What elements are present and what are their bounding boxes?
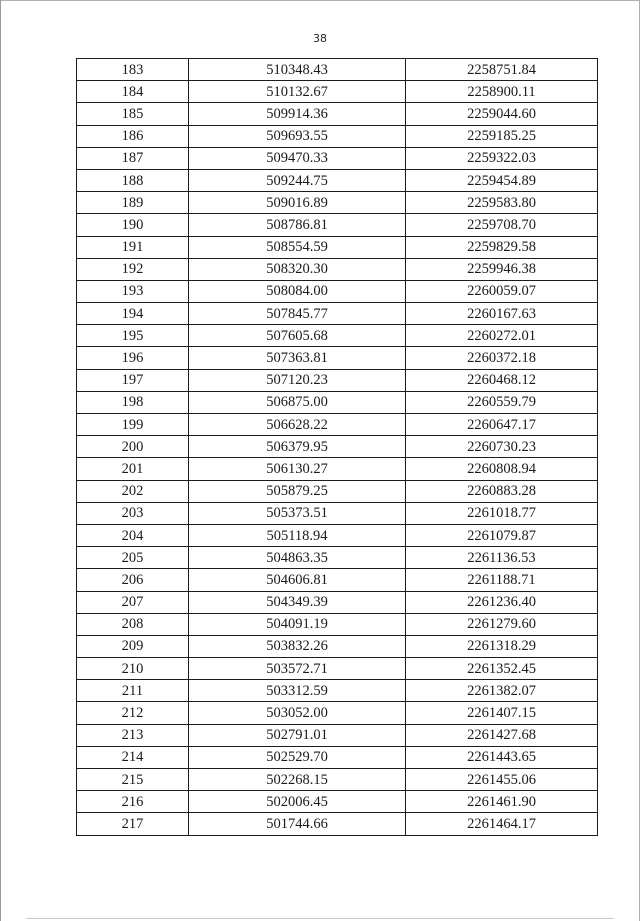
y-coordinate-cell: 2261461.90 xyxy=(406,791,598,813)
point-number-cell: 201 xyxy=(77,458,189,480)
y-coordinate-cell: 2261455.06 xyxy=(406,769,598,791)
table-row xyxy=(77,436,598,458)
page-number: 38 xyxy=(313,32,327,45)
x-coordinate-cell: 509914.36 xyxy=(189,103,406,125)
point-number-cell: 215 xyxy=(77,769,189,791)
table-row xyxy=(77,169,598,191)
x-coordinate-cell: 503052.00 xyxy=(189,702,406,724)
point-number-cell: 192 xyxy=(77,258,189,280)
point-number-cell: 186 xyxy=(77,125,189,147)
point-number-cell: 189 xyxy=(77,192,189,214)
point-number-cell: 196 xyxy=(77,347,189,369)
point-number-cell: 183 xyxy=(77,59,189,81)
y-coordinate-cell: 2260059.07 xyxy=(406,280,598,302)
table-row xyxy=(77,414,598,436)
point-number-cell: 190 xyxy=(77,214,189,236)
table-row xyxy=(77,569,598,591)
x-coordinate-cell: 507605.68 xyxy=(189,325,406,347)
y-coordinate-cell: 2260559.79 xyxy=(406,391,598,413)
y-coordinate-cell: 2259185.25 xyxy=(406,125,598,147)
table-row xyxy=(77,702,598,724)
table-row xyxy=(77,303,598,325)
y-coordinate-cell: 2261464.17 xyxy=(406,813,598,835)
table-row xyxy=(77,458,598,480)
x-coordinate-cell: 504606.81 xyxy=(189,569,406,591)
x-coordinate-cell: 509244.75 xyxy=(189,169,406,191)
table-row xyxy=(77,347,598,369)
y-coordinate-cell: 2260468.12 xyxy=(406,369,598,391)
y-coordinate-cell: 2260808.94 xyxy=(406,458,598,480)
y-coordinate-cell: 2260730.23 xyxy=(406,436,598,458)
point-number-cell: 191 xyxy=(77,236,189,258)
point-number-cell: 199 xyxy=(77,414,189,436)
x-coordinate-cell: 508786.81 xyxy=(189,214,406,236)
table-row xyxy=(77,680,598,702)
table-row xyxy=(77,524,598,546)
point-number-cell: 195 xyxy=(77,325,189,347)
x-coordinate-cell: 501744.66 xyxy=(189,813,406,835)
y-coordinate-cell: 2259454.89 xyxy=(406,169,598,191)
y-coordinate-cell: 2259322.03 xyxy=(406,147,598,169)
x-coordinate-cell: 506130.27 xyxy=(189,458,406,480)
point-number-cell: 185 xyxy=(77,103,189,125)
y-coordinate-cell: 2260167.63 xyxy=(406,303,598,325)
table-row xyxy=(77,258,598,280)
point-number-cell: 207 xyxy=(77,591,189,613)
y-coordinate-cell: 2259946.38 xyxy=(406,258,598,280)
point-number-cell: 211 xyxy=(77,680,189,702)
y-coordinate-cell: 2261018.77 xyxy=(406,502,598,524)
x-coordinate-cell: 505373.51 xyxy=(189,502,406,524)
y-coordinate-cell: 2258751.84 xyxy=(406,59,598,81)
table-row xyxy=(77,746,598,768)
point-number-cell: 206 xyxy=(77,569,189,591)
table-row xyxy=(77,369,598,391)
table-row xyxy=(77,59,598,81)
table-row xyxy=(77,658,598,680)
point-number-cell: 214 xyxy=(77,746,189,768)
x-coordinate-cell: 508084.00 xyxy=(189,280,406,302)
table-row xyxy=(77,613,598,635)
y-coordinate-cell: 2259829.58 xyxy=(406,236,598,258)
point-number-cell: 200 xyxy=(77,436,189,458)
page-edge-left xyxy=(0,0,1,921)
x-coordinate-cell: 509470.33 xyxy=(189,147,406,169)
x-coordinate-cell: 509693.55 xyxy=(189,125,406,147)
x-coordinate-cell: 504091.19 xyxy=(189,613,406,635)
coordinate-table xyxy=(76,58,598,836)
x-coordinate-cell: 505879.25 xyxy=(189,480,406,502)
y-coordinate-cell: 2260372.18 xyxy=(406,347,598,369)
point-number-cell: 202 xyxy=(77,480,189,502)
table-row xyxy=(77,214,598,236)
point-number-cell: 210 xyxy=(77,658,189,680)
point-number-cell: 205 xyxy=(77,547,189,569)
point-number-cell: 193 xyxy=(77,280,189,302)
y-coordinate-cell: 2261318.29 xyxy=(406,635,598,657)
x-coordinate-cell: 506628.22 xyxy=(189,414,406,436)
table-row xyxy=(77,147,598,169)
y-coordinate-cell: 2261382.07 xyxy=(406,680,598,702)
point-number-cell: 188 xyxy=(77,169,189,191)
point-number-cell: 204 xyxy=(77,524,189,546)
y-coordinate-cell: 2259044.60 xyxy=(406,103,598,125)
x-coordinate-cell: 504349.39 xyxy=(189,591,406,613)
table-row xyxy=(77,391,598,413)
point-number-cell: 217 xyxy=(77,813,189,835)
table-row xyxy=(77,125,598,147)
x-coordinate-cell: 502006.45 xyxy=(189,791,406,813)
x-coordinate-cell: 503572.71 xyxy=(189,658,406,680)
x-coordinate-cell: 504863.35 xyxy=(189,547,406,569)
y-coordinate-cell: 2260272.01 xyxy=(406,325,598,347)
page-edge-top xyxy=(0,0,640,1)
point-number-cell: 212 xyxy=(77,702,189,724)
y-coordinate-cell: 2261443.65 xyxy=(406,746,598,768)
y-coordinate-cell: 2261279.60 xyxy=(406,613,598,635)
coordinate-table-body xyxy=(77,59,598,836)
y-coordinate-cell: 2261236.40 xyxy=(406,591,598,613)
table-row xyxy=(77,591,598,613)
x-coordinate-cell: 502268.15 xyxy=(189,769,406,791)
y-coordinate-cell: 2261188.71 xyxy=(406,569,598,591)
x-coordinate-cell: 502529.70 xyxy=(189,746,406,768)
table-row xyxy=(77,547,598,569)
x-coordinate-cell: 505118.94 xyxy=(189,524,406,546)
x-coordinate-cell: 507363.81 xyxy=(189,347,406,369)
y-coordinate-cell: 2261136.53 xyxy=(406,547,598,569)
table-row xyxy=(77,103,598,125)
y-coordinate-cell: 2258900.11 xyxy=(406,81,598,103)
y-coordinate-cell: 2261427.68 xyxy=(406,724,598,746)
x-coordinate-cell: 507845.77 xyxy=(189,303,406,325)
x-coordinate-cell: 503312.59 xyxy=(189,680,406,702)
y-coordinate-cell: 2260647.17 xyxy=(406,414,598,436)
x-coordinate-cell: 508554.59 xyxy=(189,236,406,258)
table-row xyxy=(77,236,598,258)
y-coordinate-cell: 2259708.70 xyxy=(406,214,598,236)
table-row xyxy=(77,192,598,214)
x-coordinate-cell: 503832.26 xyxy=(189,635,406,657)
y-coordinate-cell: 2261079.87 xyxy=(406,524,598,546)
point-number-cell: 187 xyxy=(77,147,189,169)
y-coordinate-cell: 2261352.45 xyxy=(406,658,598,680)
point-number-cell: 198 xyxy=(77,391,189,413)
table-row xyxy=(77,791,598,813)
table-row xyxy=(77,280,598,302)
x-coordinate-cell: 506379.95 xyxy=(189,436,406,458)
x-coordinate-cell: 506875.00 xyxy=(189,391,406,413)
x-coordinate-cell: 507120.23 xyxy=(189,369,406,391)
table-row xyxy=(77,724,598,746)
point-number-cell: 184 xyxy=(77,81,189,103)
point-number-cell: 208 xyxy=(77,613,189,635)
x-coordinate-cell: 510348.43 xyxy=(189,59,406,81)
y-coordinate-cell: 2260883.28 xyxy=(406,480,598,502)
x-coordinate-cell: 508320.30 xyxy=(189,258,406,280)
point-number-cell: 203 xyxy=(77,502,189,524)
page-bottom-edge xyxy=(26,918,614,919)
table-row xyxy=(77,769,598,791)
x-coordinate-cell: 510132.67 xyxy=(189,81,406,103)
x-coordinate-cell: 509016.89 xyxy=(189,192,406,214)
table-row xyxy=(77,325,598,347)
point-number-cell: 197 xyxy=(77,369,189,391)
point-number-cell: 213 xyxy=(77,724,189,746)
y-coordinate-cell: 2259583.80 xyxy=(406,192,598,214)
table-row xyxy=(77,813,598,835)
table-row xyxy=(77,502,598,524)
table-row xyxy=(77,480,598,502)
y-coordinate-cell: 2261407.15 xyxy=(406,702,598,724)
x-coordinate-cell: 502791.01 xyxy=(189,724,406,746)
point-number-cell: 216 xyxy=(77,791,189,813)
point-number-cell: 209 xyxy=(77,635,189,657)
point-number-cell: 194 xyxy=(77,303,189,325)
table-row xyxy=(77,635,598,657)
table-row xyxy=(77,81,598,103)
